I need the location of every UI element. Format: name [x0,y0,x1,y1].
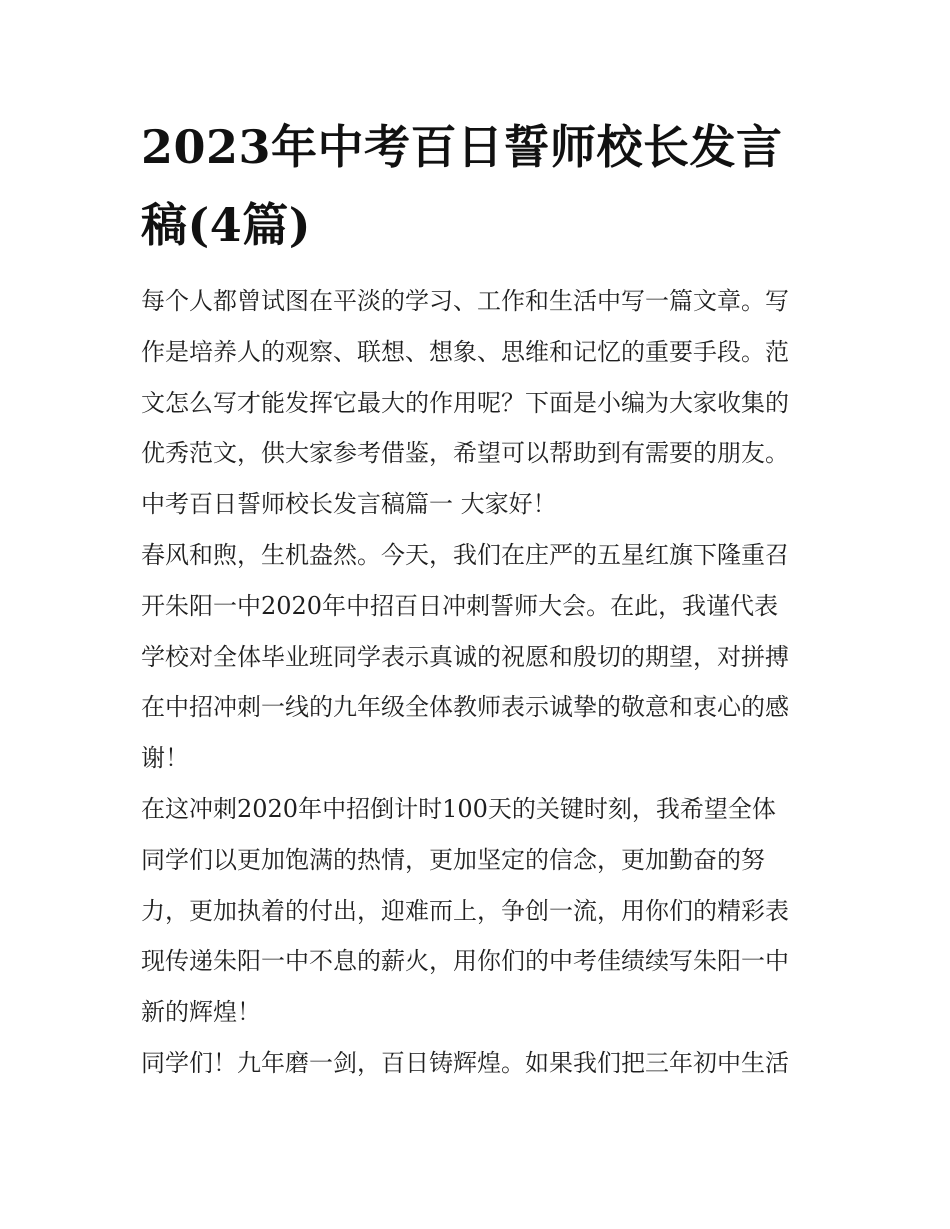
document-title [141,108,813,264]
text-line: 开朱阳一中2020年中招百日冲刺誓师大会。在此，我谨代表 [141,591,779,620]
text-line: 文怎么写才能发挥它最大的作用呢？下面是小编为大家收集的 [141,388,789,417]
document-page [141,108,813,1089]
title-line: 2023年中考百日誓师校长发言 [141,120,783,174]
text-line: 学校对全体毕业班同学表示真诚的祝愿和殷切的期望，对拼搏 [141,642,789,671]
text-line: 春风和煦，生机盎然。今天，我们在庄严的五星红旗下隆重召 [141,540,789,569]
text-line: 优秀范文，供大家参考借鉴，希望可以帮助到有需要的朋友。 [141,439,789,468]
section-heading-paragraph [141,479,813,530]
text-line: 在这冲刺2020年中招倒计时100天的关键时刻，我希望全体 [141,794,776,823]
body-paragraph [141,530,813,784]
text-line: 在中招冲刺一线的九年级全体教师表示诚挚的敬意和衷心的感 [141,693,789,722]
text-line: 每个人都曾试图在平淡的学习、工作和生活中写一篇文章。写 [141,287,789,315]
text-line: 新的辉煌！ [141,998,261,1027]
text-line: 同学们！九年磨一剑，百日铸辉煌。如果我们把三年初中生活 [141,1048,789,1077]
text-line: 作是培养人的观察、联想、想象、思维和记忆的重要手段。范 [141,337,789,366]
text-line: 同学们以更加饱满的热情，更加坚定的信念，更加勤奋的努 [141,845,765,874]
text-line: 中考百日誓师校长发言稿篇一 大家好！ [141,490,557,519]
body-paragraph [141,784,813,1038]
text-line: 力，更加执着的付出，迎难而上，争创一流，用你们的精彩表 [141,896,789,925]
intro-paragraph [141,276,813,479]
text-line: 谢！ [141,744,189,773]
title-line: 稿(4篇) [141,198,312,252]
text-line: 现传递朱阳一中不息的薪火，用你们的中考佳绩续写朱阳一中 [141,947,789,976]
body-paragraph [141,1038,813,1089]
